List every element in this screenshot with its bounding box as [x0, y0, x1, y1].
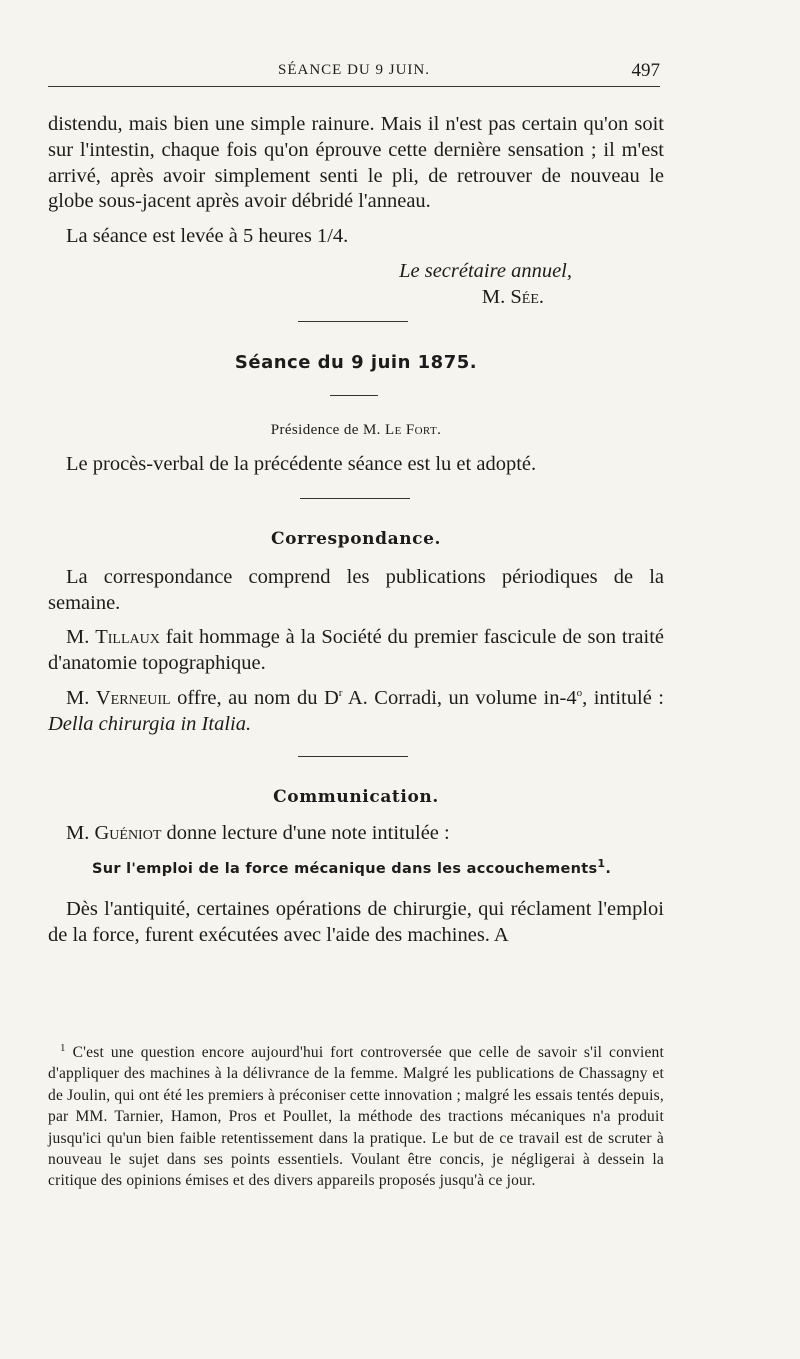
page-number: 497: [631, 60, 660, 81]
separator-rule: [298, 756, 408, 757]
article-subtitle: Sur l'emploi de la force mécanique dans les accouchements$^1$.: [92, 857, 612, 878]
article-paragraph: Dès l'antiquité, certaines opérations de chirurgie, qui réclament l'emploi de la force, furent exécutées avec l'aide des machines. A: [48, 897, 664, 946]
footnote: [48, 1042, 664, 1192]
closing-line: La séance est levée à 5 heures 1/4.: [66, 225, 349, 248]
communication-heading: Communication.: [273, 786, 439, 807]
separator-rule: [300, 498, 410, 499]
signature-name: M. Sée.: [481, 285, 544, 308]
presidence-line: Présidence de M. Le Fort.: [270, 422, 442, 439]
separator-rule: [330, 395, 378, 396]
tillaux-paragraph: M. Tillaux fait hommage à la Société du premier fascicule de son traité d'anatomie topographique.: [48, 626, 664, 675]
continuation-paragraph: distendu, mais bien une simple rainure. Mais il n'est pas certain qu'on soit sur l'intestin, chaque fois qu'on éprouve cette dernière sensation ; il m'est arrivé, après avoir simplement senti le pli, de retrouver de nouveau le globe sous-jacent après avoir débridé l'anneau.: [48, 113, 664, 213]
correspondance-paragraph: La correspondance comprend les publications périodiques de la semaine.: [48, 565, 664, 614]
footnote-marker: 1: [60, 1041, 66, 1054]
verneuil-paragraph: M. Verneuil offre, au nom du $D^r$ A. Corradi, un volume in-4$^o$, intitulé : Della chirurgia in Italia.: [48, 686, 664, 735]
main-text: [48, 112, 664, 949]
minutes-line: Le procès-verbal de la précédente séance est lu et adopté.: [66, 453, 537, 476]
separator-rule: [298, 321, 408, 322]
running-head: [48, 62, 660, 87]
correspondance-heading: Correspondance.: [270, 528, 442, 549]
session-heading: Séance du 9 juin 1875.: [234, 351, 478, 373]
gueniot-paragraph: M. Guéniot donne lecture d'une note intitulée :: [66, 822, 450, 845]
footnote-ref: 1: [597, 857, 606, 871]
signature-role: Le secrétaire annuel,: [399, 259, 572, 282]
footnote-text: $^1$ C'est une question encore aujourd'hui fort controversée que celle de savoir s'il convient d'appliquer des machines à la délivrance de la femme. Malgré les publications de Chassagny et de Joulin, qui ont été les premiers à préconiser cette innovation ; malgré les essais tentés depuis, par MM. Tarnier, Hamon, Pros et Poullet, la méthode des tractions mécaniques n'a produit jusqu'ici qu'un bien faible retentissement dans la pratique. Le but de ce travail est de scruter à nouveau le sujet dans ses points essentiels. Voulant être concis, je négligerai à dessein la critique des opinions émises et des divers appareils proposés jusqu'à ce jour.: [48, 1041, 664, 1190]
running-head-title: SÉANCE DU 9 JUIN.: [278, 62, 430, 78]
